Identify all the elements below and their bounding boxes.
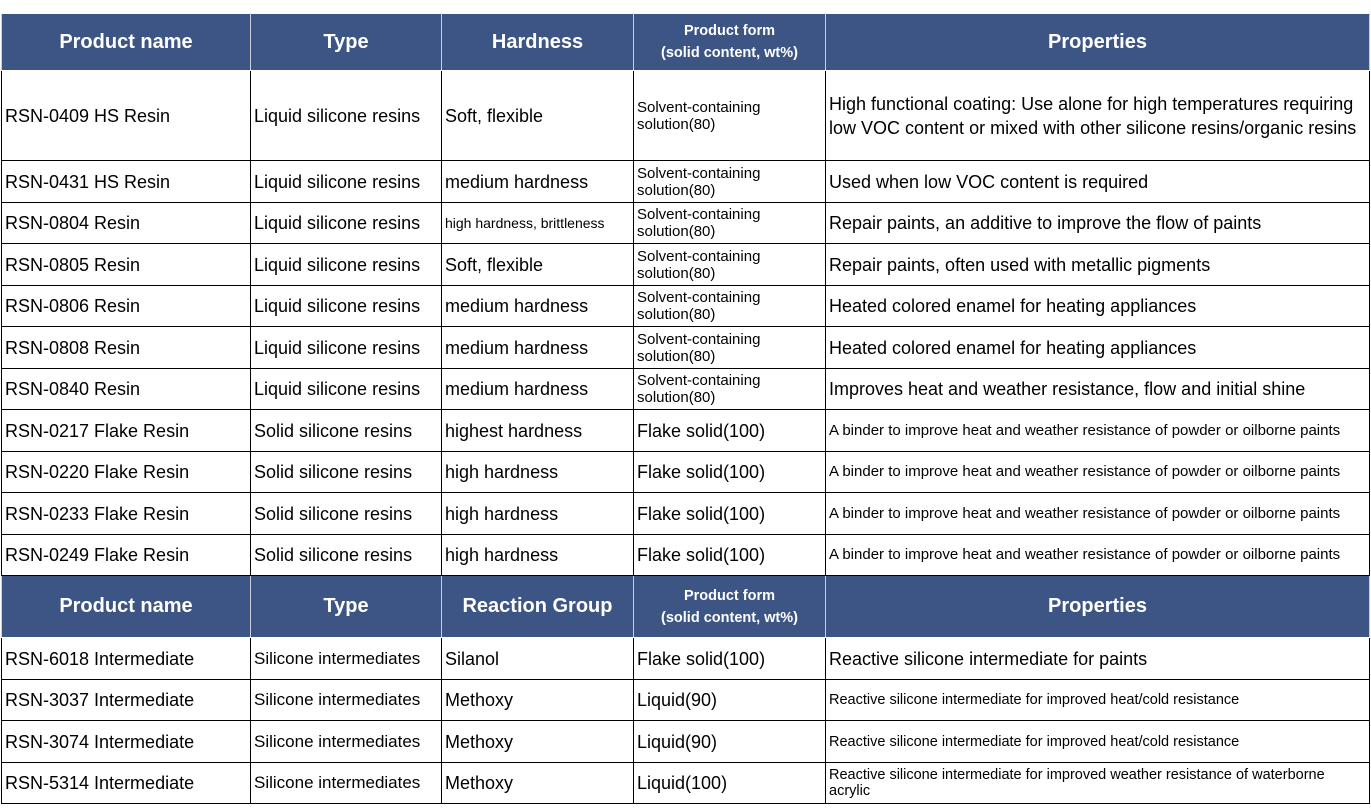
cell-product-form: Solvent-containing solution(80) <box>634 327 826 369</box>
header-product-name: Product name <box>2 14 251 71</box>
cell-properties: A binder to improve heat and weather resistance of powder or oilborne paints <box>826 493 1370 535</box>
header-product-form-line2: (solid content, wt%) <box>661 45 798 61</box>
header-product-form-line1: Product form <box>683 587 776 604</box>
header-product-form <box>634 576 826 638</box>
cell-properties: High functional coating: Use alone for high temperatures requiring low VOC content or mixed with other silicone resins/organic resins <box>826 71 1370 161</box>
cell-product-form: Solvent-containing solution(80) <box>634 203 826 244</box>
table-row <box>2 286 1370 327</box>
cell-product-name: RSN-0431 HS Resin <box>2 161 251 203</box>
cell-hardness: high hardness <box>442 535 634 576</box>
cell-hardness: highest hardness <box>442 410 634 452</box>
cell-product-name: RSN-0806 Resin <box>2 286 251 327</box>
header-product-form-line2: (solid content, wt%) <box>661 609 798 626</box>
cell-hardness: medium hardness <box>442 369 634 410</box>
cell-type: Solid silicone resins <box>251 493 442 535</box>
cell-product-form: Solvent-containing solution(80) <box>634 369 826 410</box>
cell-product-name: RSN-3037 Intermediate <box>2 680 251 721</box>
cell-type: Liquid silicone resins <box>251 369 442 410</box>
cell-properties: Improves heat and weather resistance, flow and initial shine <box>826 369 1370 410</box>
cell-product-form: Flake solid(100) <box>634 493 826 535</box>
cell-type: Liquid silicone resins <box>251 71 442 161</box>
cell-type: Solid silicone resins <box>251 452 442 493</box>
table-row <box>2 680 1370 721</box>
cell-properties: Reactive silicone intermediate for paints <box>826 638 1370 680</box>
table-row <box>2 161 1370 203</box>
cell-reaction-group: Methoxy <box>442 763 634 804</box>
cell-hardness: high hardness, brittleness <box>442 203 634 244</box>
cell-type: Liquid silicone resins <box>251 161 442 203</box>
table-header-resins <box>2 14 1370 71</box>
header-type: Type <box>251 14 442 71</box>
cell-product-name: RSN-0220 Flake Resin <box>2 452 251 493</box>
table-row <box>2 410 1370 452</box>
cell-product-form: Liquid(90) <box>634 721 826 763</box>
table-row <box>2 638 1370 680</box>
cell-reaction-group: Methoxy <box>442 721 634 763</box>
cell-properties: A binder to improve heat and weather resistance of powder or oilborne paints <box>826 410 1370 452</box>
table-row <box>2 493 1370 535</box>
cell-product-form: Solvent-containing solution(80) <box>634 161 826 203</box>
cell-type: Silicone intermediates <box>251 638 442 680</box>
cell-hardness: medium hardness <box>442 327 634 369</box>
cell-product-form: Flake solid(100) <box>634 535 826 576</box>
table-row <box>2 535 1370 576</box>
cell-type: Liquid silicone resins <box>251 244 442 286</box>
cell-type: Liquid silicone resins <box>251 286 442 327</box>
table-row <box>2 452 1370 493</box>
cell-properties: Repair paints, an additive to improve the flow of paints <box>826 203 1370 244</box>
cell-type: Liquid silicone resins <box>251 327 442 369</box>
header-product-form-line1: Product form <box>683 23 776 39</box>
header-reaction-group: Reaction Group <box>442 576 634 638</box>
header-product-name: Product name <box>2 576 251 638</box>
cell-properties: A binder to improve heat and weather resistance of powder or oilborne paints <box>826 535 1370 576</box>
cell-hardness: Soft, flexible <box>442 71 634 161</box>
table-row <box>2 71 1370 161</box>
header-properties: Properties <box>826 576 1370 638</box>
cell-properties: Repair paints, often used with metallic pigments <box>826 244 1370 286</box>
header-product-form <box>634 14 826 71</box>
cell-product-name: RSN-6018 Intermediate <box>2 638 251 680</box>
cell-product-name: RSN-0409 HS Resin <box>2 71 251 161</box>
cell-product-name: RSN-3074 Intermediate <box>2 721 251 763</box>
table-row <box>2 369 1370 410</box>
cell-product-name: RSN-0233 Flake Resin <box>2 493 251 535</box>
cell-hardness: Soft, flexible <box>442 244 634 286</box>
cell-properties: Reactive silicone intermediate for improved weather resistance of waterborne acrylic <box>826 763 1370 804</box>
cell-product-form: Liquid(100) <box>634 763 826 804</box>
table-row <box>2 721 1370 763</box>
cell-properties: A binder to improve heat and weather resistance of powder or oilborne paints <box>826 452 1370 493</box>
cell-product-name: RSN-0808 Resin <box>2 327 251 369</box>
cell-properties: Heated colored enamel for heating appliances <box>826 327 1370 369</box>
cell-product-name: RSN-5314 Intermediate <box>2 763 251 804</box>
table-row <box>2 763 1370 804</box>
cell-properties: Used when low VOC content is required <box>826 161 1370 203</box>
cell-type: Silicone intermediates <box>251 763 442 804</box>
cell-product-form: Flake solid(100) <box>634 638 826 680</box>
cell-hardness: high hardness <box>442 452 634 493</box>
cell-properties: Reactive silicone intermediate for improved heat/cold resistance <box>826 721 1370 763</box>
cell-product-name: RSN-0840 Resin <box>2 369 251 410</box>
table-row <box>2 203 1370 244</box>
cell-reaction-group: Methoxy <box>442 680 634 721</box>
cell-properties: Heated colored enamel for heating appliances <box>826 286 1370 327</box>
table-header-intermediates <box>2 576 1370 638</box>
cell-product-form: Solvent-containing solution(80) <box>634 244 826 286</box>
cell-product-form: Solvent-containing solution(80) <box>634 71 826 161</box>
table-row <box>2 244 1370 286</box>
cell-product-name: RSN-0804 Resin <box>2 203 251 244</box>
cell-type: Solid silicone resins <box>251 535 442 576</box>
cell-type: Silicone intermediates <box>251 680 442 721</box>
cell-hardness: medium hardness <box>442 161 634 203</box>
cell-product-name: RSN-0249 Flake Resin <box>2 535 251 576</box>
header-properties: Properties <box>826 14 1370 71</box>
cell-hardness: medium hardness <box>442 286 634 327</box>
cell-properties: Reactive silicone intermediate for improved heat/cold resistance <box>826 680 1370 721</box>
cell-product-form: Liquid(90) <box>634 680 826 721</box>
header-type: Type <box>251 576 442 638</box>
cell-product-form: Solvent-containing solution(80) <box>634 286 826 327</box>
cell-type: Solid silicone resins <box>251 410 442 452</box>
cell-product-form: Flake solid(100) <box>634 410 826 452</box>
cell-product-name: RSN-0805 Resin <box>2 244 251 286</box>
cell-reaction-group: Silanol <box>442 638 634 680</box>
cell-product-name: RSN-0217 Flake Resin <box>2 410 251 452</box>
table-row <box>2 327 1370 369</box>
cell-type: Silicone intermediates <box>251 721 442 763</box>
product-table <box>1 13 1370 804</box>
cell-type: Liquid silicone resins <box>251 203 442 244</box>
header-hardness: Hardness <box>442 14 634 71</box>
cell-product-form: Flake solid(100) <box>634 452 826 493</box>
cell-hardness: high hardness <box>442 493 634 535</box>
